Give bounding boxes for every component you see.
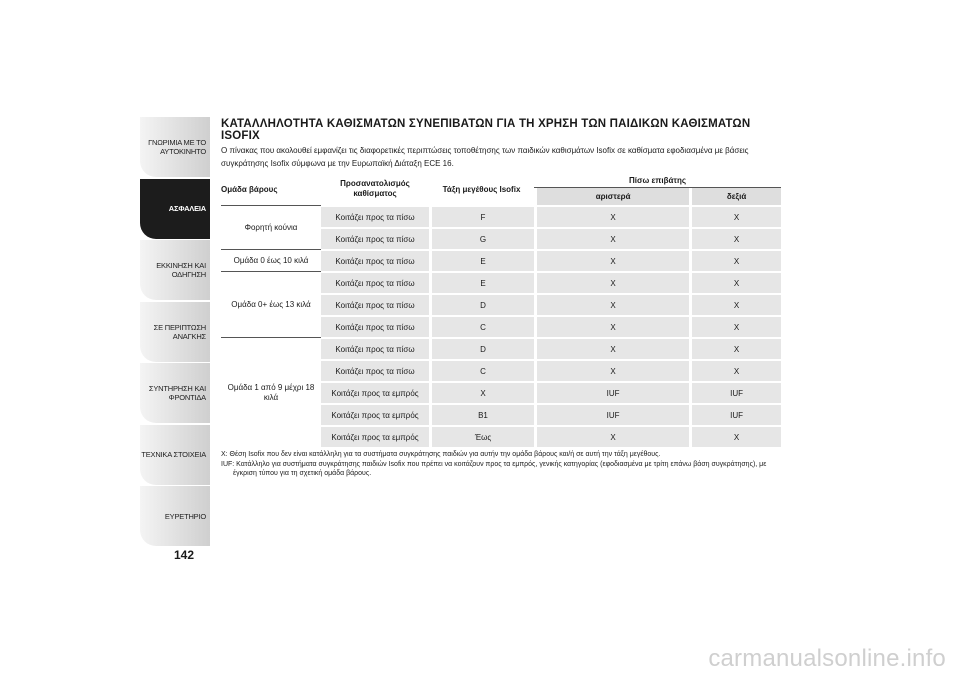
cell-orientation: Κοιτάζει προς τα εμπρός: [321, 403, 429, 425]
cell-size-class: E: [429, 249, 534, 271]
cell-size-class: C: [429, 359, 534, 381]
cell-orientation: Κοιτάζει προς τα πίσω: [321, 293, 429, 315]
table-row: [221, 249, 781, 271]
chapter-tab-label: ΤΕΧΝΙΚΑ ΣΤΟΙΧΕΙΑ: [141, 450, 206, 459]
cell-size-class: E: [429, 271, 534, 293]
cell-rear-right: IUF: [689, 403, 781, 425]
cell-orientation: Κοιτάζει προς τα εμπρός: [321, 381, 429, 403]
cell-rear-right: X: [689, 249, 781, 271]
chapter-tab-label: ΕΥΡΕΤΗΡΙΟ: [164, 511, 206, 521]
cell-rear-right: X: [689, 337, 781, 359]
section-title: ΚΑΤΑΛΛΗΛΟΤΗΤΑ ΚΑΘΙΣΜΑΤΩΝ ΣΥΝΕΠΙΒΑΤΩΝ ΓΙΑ ΤΗ ΧΡΗΣΗ ΤΩΝ ΠΑΙΔΙΚΩΝ ΚΑΘΙΣΜΑΤΩΝ ISOFIX: [221, 118, 751, 142]
header-right: δεξιά: [689, 188, 781, 205]
header-weight-group: Ομάδα βάρους: [221, 184, 278, 194]
cell-weight-group: Φορητή κούνια: [221, 205, 321, 249]
cell-orientation: Κοιτάζει προς τα πίσω: [321, 359, 429, 381]
cell-rear-right: X: [689, 271, 781, 293]
cell-rear-left: X: [534, 271, 689, 293]
cell-weight-group: Ομάδα 1 από 9 μέχρι 18 κιλά: [221, 337, 321, 447]
cell-orientation: Κοιτάζει προς τα πίσω: [321, 205, 429, 227]
page-number: 142: [174, 548, 195, 562]
watermark: carmanualsonline.info: [708, 645, 946, 672]
cell-rear-right: X: [689, 425, 781, 447]
page-content: [221, 118, 781, 479]
chapter-tab[interactable]: [140, 486, 210, 546]
cell-rear-left: X: [534, 315, 689, 337]
cell-rear-right: X: [689, 205, 781, 227]
cell-rear-left: IUF: [534, 381, 689, 403]
header-size-class: Τάξη μεγέθους Isofix: [442, 184, 521, 194]
cell-size-class: Έως: [429, 425, 534, 447]
cell-size-class: G: [429, 227, 534, 249]
chapter-tab-label: ΑΣΦΑΛΕΙΑ: [168, 204, 206, 213]
chapter-tab[interactable]: [140, 179, 210, 239]
chapter-tab-label: ΕΚΚΙΝΗΣΗ ΚΑΙ ΟΔΗΓΗΣΗ: [156, 261, 206, 279]
cell-size-class: X: [429, 381, 534, 403]
cell-rear-left: X: [534, 227, 689, 249]
note-iuf: IUF: Κατάλληλο για συστήματα συγκράτησης παιδιών Isofix που πρέπει να κοιτάζουν προς τα εμπρός, γενικής κατηγορίας (εφοδιασμένα με τρίτη επάνω βάση συγκράτησης), με έγκριση τύπου για τη σχετική ομάδα βάρους.: [221, 460, 767, 477]
cell-rear-left: X: [534, 425, 689, 447]
chapter-tab[interactable]: [140, 240, 210, 300]
cell-rear-left: X: [534, 205, 689, 227]
table-row: [221, 271, 781, 293]
table-row: [221, 205, 781, 227]
cell-size-class: F: [429, 205, 534, 227]
chapter-tab-label: ΓΝΩΡΙΜΙΑ ΜΕ ΤΟ ΑΥΤΟΚΙΝΗΤΟ: [148, 138, 206, 156]
cell-rear-right: X: [689, 315, 781, 337]
table-notes: [221, 450, 781, 479]
chapter-tab[interactable]: [140, 363, 210, 423]
cell-orientation: Κοιτάζει προς τα εμπρός: [321, 425, 429, 447]
cell-rear-left: IUF: [534, 403, 689, 425]
chapter-tab-label: ΣΕ ΠΕΡΙΠΤΩΣΗ ΑΝΑΓΚΗΣ: [153, 322, 206, 341]
cell-size-class: B1: [429, 403, 534, 425]
chapter-tab[interactable]: [140, 302, 210, 362]
header-orientation: Προσανατολισμός καθίσματος: [340, 179, 410, 198]
cell-rear-left: X: [534, 359, 689, 381]
chapter-tab[interactable]: [140, 117, 210, 177]
isofix-compatibility-table: [221, 173, 781, 447]
cell-orientation: Κοιτάζει προς τα πίσω: [321, 271, 429, 293]
chapter-tab-label: ΣΥΝΤΗΡΗΣΗ ΚΑΙ ΦΡΟΝΤΙΔΑ: [148, 384, 206, 402]
intro-paragraph: Ο πίνακας που ακολουθεί εμφανίζει τις διαφορετικές περιπτώσεις τοποθέτησης των παιδικών καθισμάτων Isofix σε καθίσματα εφοδιασμένα με βάσεις συγκράτησης Isofix σύμφωνα με την Ευρωπαϊκή Διάταξη ECE 16.: [221, 146, 749, 168]
cell-orientation: Κοιτάζει προς τα πίσω: [321, 337, 429, 359]
chapter-tabs: [140, 117, 210, 548]
cell-rear-left: X: [534, 249, 689, 271]
cell-rear-left: X: [534, 337, 689, 359]
cell-rear-right: X: [689, 359, 781, 381]
cell-rear-right: X: [689, 293, 781, 315]
cell-orientation: Κοιτάζει προς τα πίσω: [321, 227, 429, 249]
cell-size-class: D: [429, 293, 534, 315]
cell-rear-right: IUF: [689, 381, 781, 403]
cell-rear-right: X: [689, 227, 781, 249]
cell-weight-group: Ομάδα 0 έως 10 κιλά: [221, 249, 321, 271]
cell-orientation: Κοιτάζει προς τα πίσω: [321, 249, 429, 271]
cell-orientation: Κοιτάζει προς τα πίσω: [321, 315, 429, 337]
cell-size-class: D: [429, 337, 534, 359]
cell-rear-left: X: [534, 293, 689, 315]
cell-weight-group: Ομάδα 0+ έως 13 κιλά: [221, 271, 321, 337]
table-row: [221, 337, 781, 359]
header-left: αριστερά: [534, 188, 689, 205]
chapter-tab[interactable]: [140, 425, 210, 485]
header-rear-passenger: Πίσω επιβάτης: [534, 173, 781, 188]
note-x: X: Θέση Isofix που δεν είναι κατάλληλη για τα συστήματα συγκράτησης παιδιών για αυτήν την ομάδα βάρους και/ή σε αυτή την τάξη μεγέθους.: [221, 451, 661, 458]
cell-size-class: C: [429, 315, 534, 337]
